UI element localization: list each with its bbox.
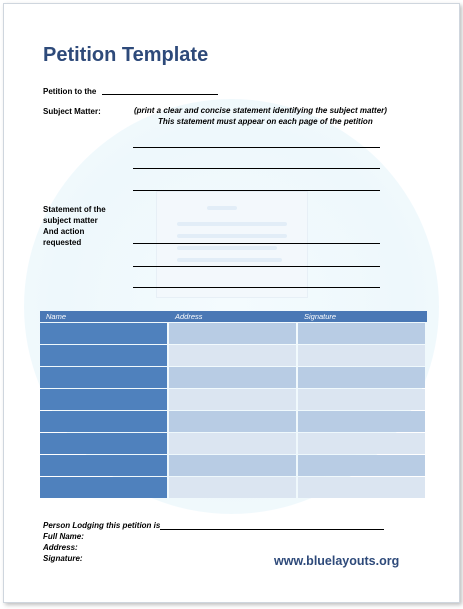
- address-cell[interactable]: [169, 389, 296, 410]
- signature-table: [40, 311, 427, 498]
- table-row: [40, 411, 427, 432]
- address-cell[interactable]: [169, 323, 296, 344]
- name-cell[interactable]: [40, 477, 167, 498]
- person-lodging-label: Person Lodging this petition is: [43, 521, 161, 530]
- table-row: [40, 323, 427, 344]
- address-cell[interactable]: [169, 433, 296, 454]
- header-signature: Signature: [304, 312, 337, 321]
- name-cell[interactable]: [40, 411, 167, 432]
- full-name-label: Full Name:: [43, 532, 84, 541]
- address-cell[interactable]: [169, 477, 296, 498]
- signature-cell[interactable]: [298, 367, 425, 388]
- watermark-document-icon: [156, 191, 308, 298]
- table-row: [40, 433, 427, 454]
- website-link[interactable]: www.bluelayouts.org: [274, 554, 400, 568]
- instruction-line-1: (print a clear and concise statement identifying the subject matter): [134, 106, 387, 115]
- signature-label: Signature:: [43, 554, 83, 563]
- name-cell[interactable]: [40, 455, 167, 476]
- table-row: [40, 389, 427, 410]
- signature-cell[interactable]: [298, 411, 425, 432]
- name-cell[interactable]: [40, 389, 167, 410]
- header-address: Address: [175, 312, 203, 321]
- address-cell[interactable]: [169, 367, 296, 388]
- statement-label-line: requested: [43, 238, 82, 247]
- document-page: [3, 3, 460, 603]
- statement-label-line: subject matter: [43, 216, 98, 225]
- signature-cell[interactable]: [298, 433, 425, 454]
- signature-cell[interactable]: [298, 389, 425, 410]
- statement-label-line: And action: [43, 227, 85, 236]
- header-name: Name: [46, 312, 67, 321]
- statement-line-1[interactable]: [133, 243, 380, 244]
- instruction-line-2: This statement must appear on each page of the petition: [158, 117, 373, 126]
- name-cell[interactable]: [40, 367, 167, 388]
- signature-cell[interactable]: [298, 323, 425, 344]
- table-row: [40, 367, 427, 388]
- name-cell[interactable]: [40, 433, 167, 454]
- subject-line-1[interactable]: [133, 147, 380, 148]
- table-row: [40, 345, 427, 366]
- petition-to-line[interactable]: [102, 94, 218, 95]
- signature-cell[interactable]: [298, 455, 425, 476]
- subject-line-2[interactable]: [133, 168, 380, 169]
- address-label: Address:: [43, 543, 78, 552]
- person-lodging-line[interactable]: [160, 529, 384, 530]
- name-cell[interactable]: [40, 345, 167, 366]
- name-cell[interactable]: [40, 323, 167, 344]
- subject-line-3[interactable]: [133, 190, 380, 191]
- statement-line-2[interactable]: [133, 266, 380, 267]
- signature-cell[interactable]: [298, 477, 425, 498]
- table-row: [40, 455, 427, 476]
- address-cell[interactable]: [169, 411, 296, 432]
- statement-label-line: Statement of the: [43, 205, 106, 214]
- statement-label: [43, 204, 123, 248]
- signature-cell[interactable]: [298, 345, 425, 366]
- page-title: Petition Template: [43, 44, 209, 66]
- table-header: [40, 311, 427, 322]
- statement-line-3[interactable]: [133, 287, 380, 288]
- table-row: [40, 477, 427, 498]
- petition-to-label: Petition to the: [43, 87, 97, 96]
- address-cell[interactable]: [169, 345, 296, 366]
- subject-matter-label: Subject Matter:: [43, 107, 101, 116]
- address-cell[interactable]: [169, 455, 296, 476]
